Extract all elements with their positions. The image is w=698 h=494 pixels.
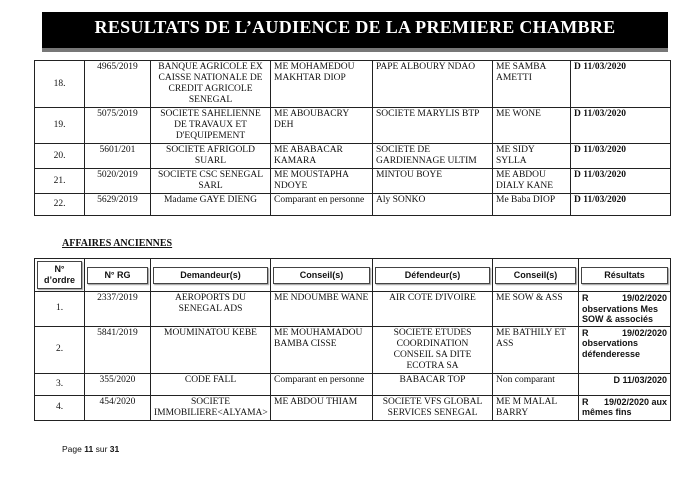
resultat-cell xyxy=(579,292,671,327)
row-number: 3. xyxy=(35,373,85,395)
resultat-cell: D 11/03/2020 xyxy=(571,108,671,144)
row-number: 20. xyxy=(35,144,85,169)
row-number: 19. xyxy=(35,108,85,144)
table-row xyxy=(35,169,671,194)
demandeur-cell: SOCIETE AFRIGOLD SUARL xyxy=(151,144,271,169)
resultat-date: 19/02/2020 aux xyxy=(603,396,667,407)
resultat-code: R xyxy=(582,293,589,303)
row-number: 1. xyxy=(35,292,85,327)
current-cases-table xyxy=(34,60,671,216)
conseil-demandeur-cell: ME ABDOU THIAM xyxy=(271,395,373,420)
defendeur-cell: SOCIETE MARYLIS BTP xyxy=(373,108,493,144)
resultat-cell: D 11/03/2020 xyxy=(571,194,671,216)
conseil-demandeur-cell: Comparant en personne xyxy=(271,194,373,216)
demandeur-cell: BANQUE AGRICOLE EX CAISSE NATIONALE DE CREDIT AGRICOLE SENEGAL xyxy=(151,61,271,108)
defendeur-cell: SOCIETE ETUDES COORDINATION CONSEIL SA DITE ECOTRA SA xyxy=(373,326,493,373)
row-number: 2. xyxy=(35,326,85,373)
resultat-cell xyxy=(579,395,671,420)
row-number: 21. xyxy=(35,169,85,194)
row-number: 18. xyxy=(35,61,85,108)
footer-page-number: 11 xyxy=(84,444,94,454)
conseil-demandeur-cell: Comparant en personne xyxy=(271,373,373,395)
conseil-demandeur-cell: ME MOHAMEDOU MAKHTAR DIOP xyxy=(271,61,373,108)
defendeur-cell: AIR COTE D'IVOIRE xyxy=(373,292,493,327)
demandeur-cell: SOCIETE CSC SENEGAL SARL xyxy=(151,169,271,194)
rg-cell: 2337/2019 xyxy=(85,292,151,327)
defendeur-cell: SOCIETE DE GARDIENNAGE ULTIM xyxy=(373,144,493,169)
resultat-date: 19/02/2020 xyxy=(621,327,667,338)
defendeur-cell: Aly SONKO xyxy=(373,194,493,216)
defendeur-cell: SOCIETE VFS GLOBAL SERVICES SENEGAL xyxy=(373,395,493,420)
table-row xyxy=(35,395,671,420)
rg-cell: 5075/2019 xyxy=(85,108,151,144)
demandeur-cell: AEROPORTS DU SENEGAL ADS xyxy=(151,292,271,327)
rg-cell: 355/2020 xyxy=(85,373,151,395)
defendeur-cell: PAPE ALBOURY NDAO xyxy=(373,61,493,108)
demandeur-cell: Madame GAYE DIENG xyxy=(151,194,271,216)
conseil-defendeur-cell: Me Baba DIOP xyxy=(493,194,571,216)
conseil-demandeur-cell: ME MOUHAMADOU BAMBA CISSE xyxy=(271,326,373,373)
resultat-line xyxy=(582,328,667,339)
resultat-text: mêmes fins xyxy=(582,407,632,417)
header-ordre: N° d’ordre xyxy=(35,259,85,292)
rg-cell: 454/2020 xyxy=(85,395,151,420)
resultat-text: observations défenderesse xyxy=(582,338,641,359)
footer-prefix: Page xyxy=(62,444,82,454)
resultat-date: D 11/03/2020 xyxy=(613,374,667,385)
resultat-cell: D 11/03/2020 xyxy=(571,169,671,194)
resultat-cell xyxy=(579,373,671,395)
resultat-code: R xyxy=(582,327,589,338)
row-number: 22. xyxy=(35,194,85,216)
conseil-demandeur-cell: ME ABOUBACRY DEH xyxy=(271,108,373,144)
resultat-code: R xyxy=(582,396,589,407)
conseil-demandeur-cell: ME ABABACAR KAMARA xyxy=(271,144,373,169)
demandeur-cell: CODE FALL xyxy=(151,373,271,395)
table-row xyxy=(35,108,671,144)
resultat-cell: D 11/03/2020 xyxy=(571,144,671,169)
rg-cell: 5020/2019 xyxy=(85,169,151,194)
conseil-defendeur-cell: ME SOW & ASS xyxy=(493,292,579,327)
table-row xyxy=(35,326,671,373)
page-title-banner: RESULTATS DE L’AUDIENCE DE LA PREMIERE CHAMBRE xyxy=(42,12,668,48)
demandeur-cell: MOUMINATOU KEBE xyxy=(151,326,271,373)
conseil-defendeur-cell: ME M MALAL BARRY xyxy=(493,395,579,420)
rg-cell: 5601/201 xyxy=(85,144,151,169)
footer-sur: sur xyxy=(95,444,108,454)
resultat-line xyxy=(582,293,667,304)
old-cases-table xyxy=(34,258,671,421)
resultat-cell xyxy=(579,326,671,373)
row-number: 4. xyxy=(35,395,85,420)
conseil-defendeur-cell: ME BATHILY ET ASS xyxy=(493,326,579,373)
defendeur-cell: MINTOU BOYE xyxy=(373,169,493,194)
rg-cell: 5629/2019 xyxy=(85,194,151,216)
conseil-defendeur-cell: ME WONE xyxy=(493,108,571,144)
table-row xyxy=(35,292,671,327)
resultat-line xyxy=(582,397,667,408)
resultat-text: observations Mes SOW & associés xyxy=(582,303,659,324)
rg-cell: 5841/2019 xyxy=(85,326,151,373)
footer-total-pages: 31 xyxy=(109,444,120,454)
table-row xyxy=(35,61,671,108)
header-conseil-defendeur: Conseil(s) xyxy=(493,259,579,292)
table-row xyxy=(35,194,671,216)
conseil-demandeur-cell: ME MOUSTAPHA NDOYE xyxy=(271,169,373,194)
table-row xyxy=(35,144,671,169)
conseil-defendeur-cell: Non comparant xyxy=(493,373,579,395)
conseil-defendeur-cell: ME SIDY SYLLA xyxy=(493,144,571,169)
conseil-defendeur-cell: ME SAMBA AMETTI xyxy=(493,61,571,108)
header-defendeur: Défendeur(s) xyxy=(373,259,493,292)
table-row xyxy=(35,373,671,395)
header-conseil-demandeur: Conseil(s) xyxy=(271,259,373,292)
resultat-cell: D 11/03/2020 xyxy=(571,61,671,108)
demandeur-cell: SOCIETE IMMOBILIERE<ALYAMA> xyxy=(151,395,271,420)
conseil-defendeur-cell: ME ABDOU DIALY KANE xyxy=(493,169,571,194)
resultat-line xyxy=(582,375,667,386)
header-demandeur: Demandeur(s) xyxy=(151,259,271,292)
demandeur-cell: SOCIETE SAHELIENNE DE TRAVAUX ET D'EQUIPEMENT xyxy=(151,108,271,144)
resultat-date: 19/02/2020 xyxy=(621,293,667,303)
header-resultats: Résultats xyxy=(579,259,671,292)
header-rg: N° RG xyxy=(85,259,151,292)
rg-cell: 4965/2019 xyxy=(85,61,151,108)
conseil-demandeur-cell: ME NDOUMBE WANE xyxy=(271,292,373,327)
page-footer xyxy=(62,444,119,454)
defendeur-cell: BABACAR TOP xyxy=(373,373,493,395)
section-title: AFFAIRES ANCIENNES xyxy=(62,238,173,249)
